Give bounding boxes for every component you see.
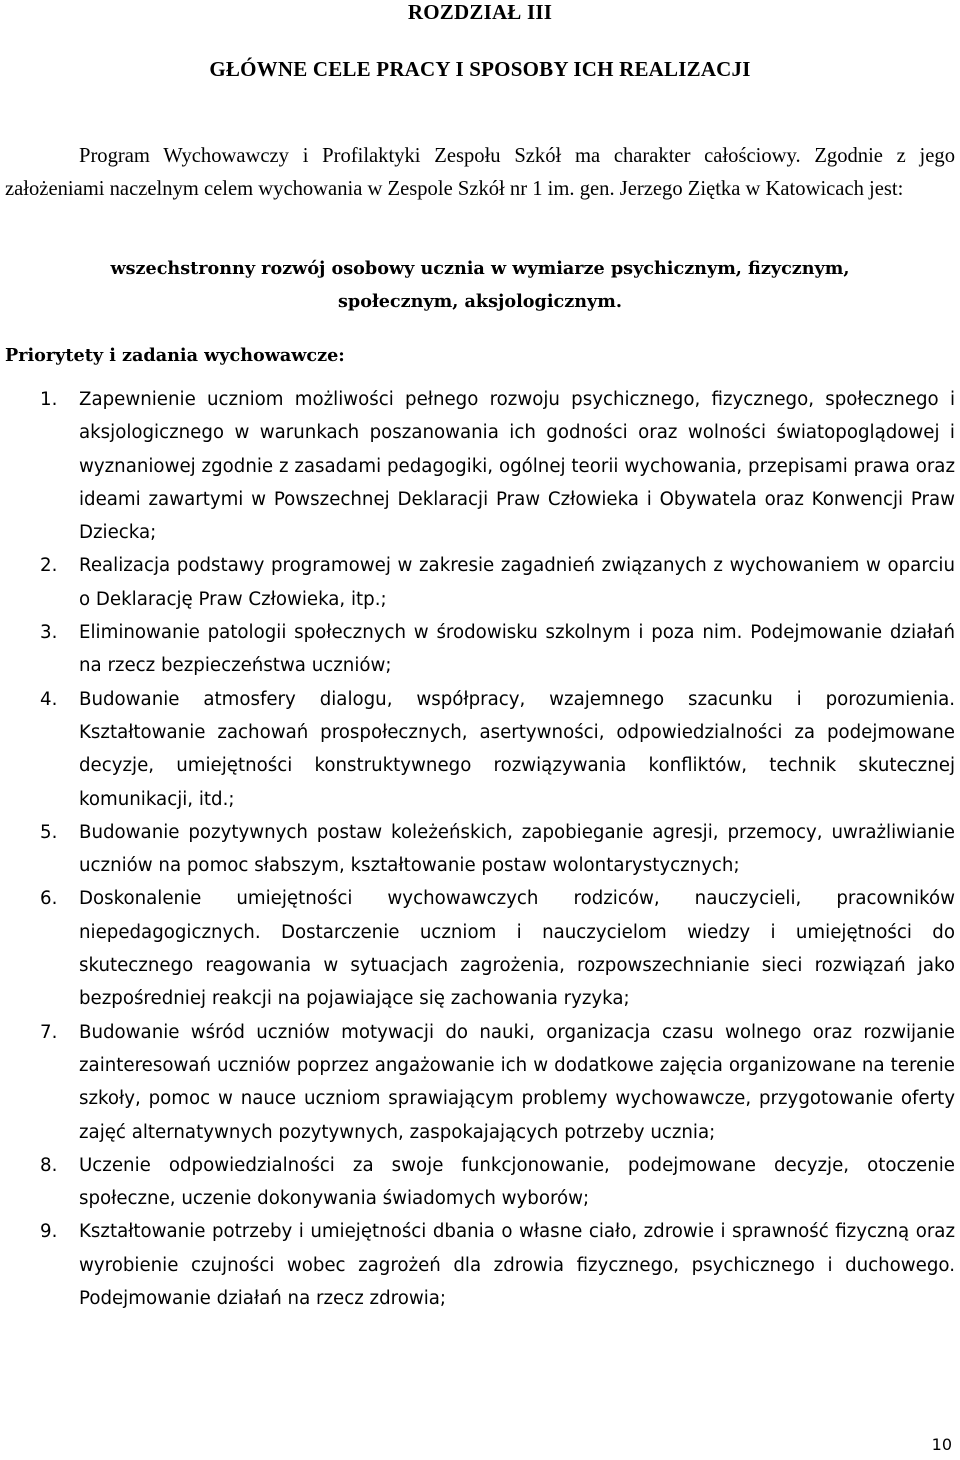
- intro-paragraph: Program Wychowawczy i Profilaktyki Zespołu Szkół ma charakter całościowy. Zgodnie z jego założeniami naczelnym celem wychowania w Zespole Szkół nr 1 im. gen. Jerzego Ziętka w Katowicach jest:: [5, 145, 955, 200]
- page-number: 10: [931, 1435, 952, 1454]
- list-item-text: Budowanie atmosfery dialogu, współpracy, wzajemnego szacunku i porozumienia. Kształtowanie zachowań prospołecznych, asertywności, odpowiedzialności za podejmowane decyzje, umiejętności konstruktywnego rozwiązywania konfliktów, technik skutecznej komunikacji, itd.;: [79, 688, 955, 810]
- chapter-number: ROZDZIAŁ III: [407, 0, 553, 24]
- list-item: [0, 1016, 955, 1149]
- list-item-text: Zapewnienie uczniom możliwości pełnego rozwoju psychicznego, fizycznego, społecznego i aksjologicznego w warunkach poszanowania ich godności oraz wolności światopoglądowej i wyznaniowej zgodnie z zasadami pedagogiki, ogólnej teorii wychowania, przepisami prawa oraz ideami zawartymi w Powszechnej Deklaracji Praw Człowieka i Obywatela oraz Konwencji Praw Dziecka;: [79, 389, 955, 544]
- list-item-text: Kształtowanie potrzeby i umiejętności dbania o własne ciało, zdrowie i sprawność fizyczną oraz wyrobienie czujności wobec zagrożeń dla zdrowia fizycznego, psychicznego i duchowego. Podejmowanie działań na rzecz zdrowia;: [79, 1221, 955, 1310]
- list-item-text: Uczenie odpowiedzialności za swoje funkcjonowanie, podejmowane decyzje, otoczenie społeczne, uczenie dokonywania świadomych wyborów;: [79, 1154, 955, 1210]
- priorities-heading: Priorytety i zadania wychowawcze:: [5, 345, 345, 366]
- list-item-number: 2.: [40, 555, 58, 577]
- list-item-text: Realizacja podstawy programowej w zakresie zagadnień związanych z wychowaniem w oparciu o Deklarację Praw Człowieka, itp.;: [79, 555, 955, 610]
- list-item-number: 4.: [40, 688, 58, 710]
- list-item-text: Doskonalenie umiejętności wychowawczych rodziców, nauczycieli, pracowników niepedagogicznych. Dostarczenie uczniom i nauczycielom wiedzy i umiejętności do skutecznego reagowania w sytuacjach zagrożenia, rozpowszechnianie sieci rozwiązań jako bezpośredniej reakcji na pojawiające się zachowania ryzyka;: [79, 888, 955, 1010]
- list-item-number: 5.: [40, 821, 58, 843]
- list-item-number: 1.: [40, 389, 58, 410]
- list-item-number: 9.: [40, 1221, 58, 1243]
- priorities-list: [0, 383, 955, 1315]
- list-item: [0, 882, 955, 1015]
- main-goal-line-1: wszechstronny rozwój osobowy ucznia w wymiarze psychicznym, fizycznym,: [110, 258, 850, 279]
- list-item: [0, 816, 955, 883]
- list-item: [0, 383, 955, 549]
- list-item-number: 8.: [40, 1154, 58, 1176]
- list-item: [0, 683, 955, 816]
- list-item-number: 7.: [40, 1021, 58, 1043]
- list-item: [0, 549, 955, 616]
- main-goal-line-2: społecznym, aksjologicznym.: [338, 291, 622, 312]
- list-item-text: Budowanie wśród uczniów motywacji do nauki, organizacja czasu wolnego oraz rozwijanie zainteresowań uczniów poprzez angażowanie ich w dodatkowe zajęcia organizowane na terenie szkoły, pomoc w nauce uczniom sprawiającym problemy wychowawcze, przygotowanie oferty zajęć alternatywnych pozytywnych, zaspokajających potrzeby ucznia;: [79, 1021, 955, 1143]
- chapter-title: GŁÓWNE CELE PRACY I SPOSOBY ICH REALIZACJI: [209, 57, 751, 81]
- list-item: [0, 1215, 955, 1315]
- list-item: [0, 1149, 955, 1216]
- list-item: [0, 616, 955, 683]
- list-item-text: Budowanie pozytywnych postaw koleżeńskich, zapobieganie agresji, przemocy, uwrażliwianie uczniów na pomoc słabszym, kształtowanie postaw wolontarystycznych;: [79, 821, 955, 877]
- list-item-number: 3.: [40, 622, 58, 644]
- list-item-text: Eliminowanie patologii społecznych w środowisku szkolnym i poza nim. Podejmowanie działań na rzecz bezpieczeństwa uczniów;: [79, 622, 955, 677]
- list-item-number: 6.: [40, 888, 58, 910]
- main-goal: [0, 252, 960, 318]
